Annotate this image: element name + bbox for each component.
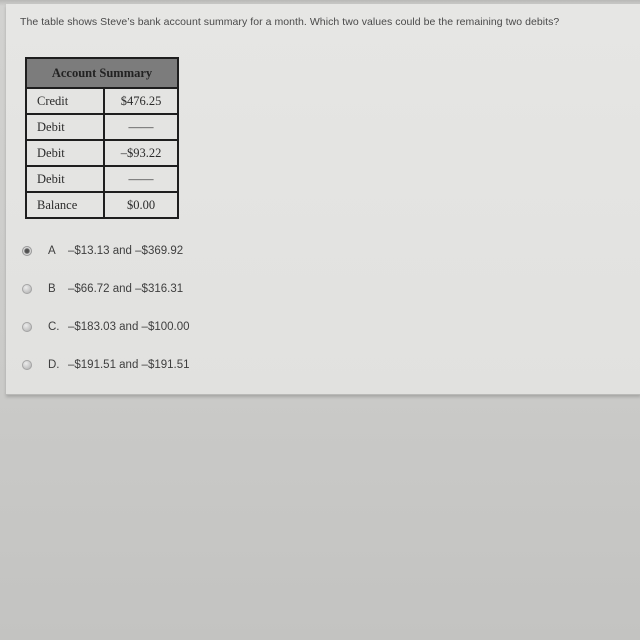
option-b[interactable] bbox=[22, 270, 190, 308]
table-row bbox=[26, 166, 178, 192]
question-card bbox=[6, 4, 640, 395]
option-c[interactable] bbox=[22, 308, 190, 346]
row-label: Debit bbox=[26, 114, 104, 140]
answer-options bbox=[22, 232, 190, 384]
row-label: Debit bbox=[26, 166, 104, 192]
option-text: –$183.03 and –$100.00 bbox=[68, 321, 190, 333]
table-row bbox=[26, 114, 178, 140]
table-row bbox=[26, 192, 178, 218]
radio-button[interactable] bbox=[22, 284, 32, 294]
option-text: –$191.51 and –$191.51 bbox=[68, 359, 190, 371]
table-header: Account Summary bbox=[26, 58, 178, 88]
table-row bbox=[26, 140, 178, 166]
row-value: $476.25 bbox=[104, 88, 178, 114]
option-letter: D. bbox=[48, 359, 60, 371]
question-text: The table shows Steve’s bank account summary for a month. Which two values could be the remaining two debits? bbox=[20, 16, 560, 28]
option-d[interactable] bbox=[22, 346, 190, 384]
row-label: Balance bbox=[26, 192, 104, 218]
row-value: —— bbox=[104, 114, 178, 140]
option-letter: C. bbox=[48, 321, 60, 333]
radio-button[interactable] bbox=[22, 360, 32, 370]
row-value: –$93.22 bbox=[104, 140, 178, 166]
option-text: –$13.13 and –$369.92 bbox=[68, 245, 184, 257]
radio-button[interactable] bbox=[22, 322, 32, 332]
option-a[interactable] bbox=[22, 232, 190, 270]
option-text: –$66.72 and –$316.31 bbox=[68, 283, 184, 295]
table-header-row bbox=[26, 58, 178, 88]
table-row bbox=[26, 88, 178, 114]
row-value: —— bbox=[104, 166, 178, 192]
row-value: $0.00 bbox=[104, 192, 178, 218]
option-letter: B bbox=[48, 283, 56, 295]
option-letter: A bbox=[48, 245, 56, 257]
account-summary-table bbox=[25, 57, 179, 219]
radio-button-selected[interactable] bbox=[22, 246, 32, 256]
row-label: Debit bbox=[26, 140, 104, 166]
row-label: Credit bbox=[26, 88, 104, 114]
